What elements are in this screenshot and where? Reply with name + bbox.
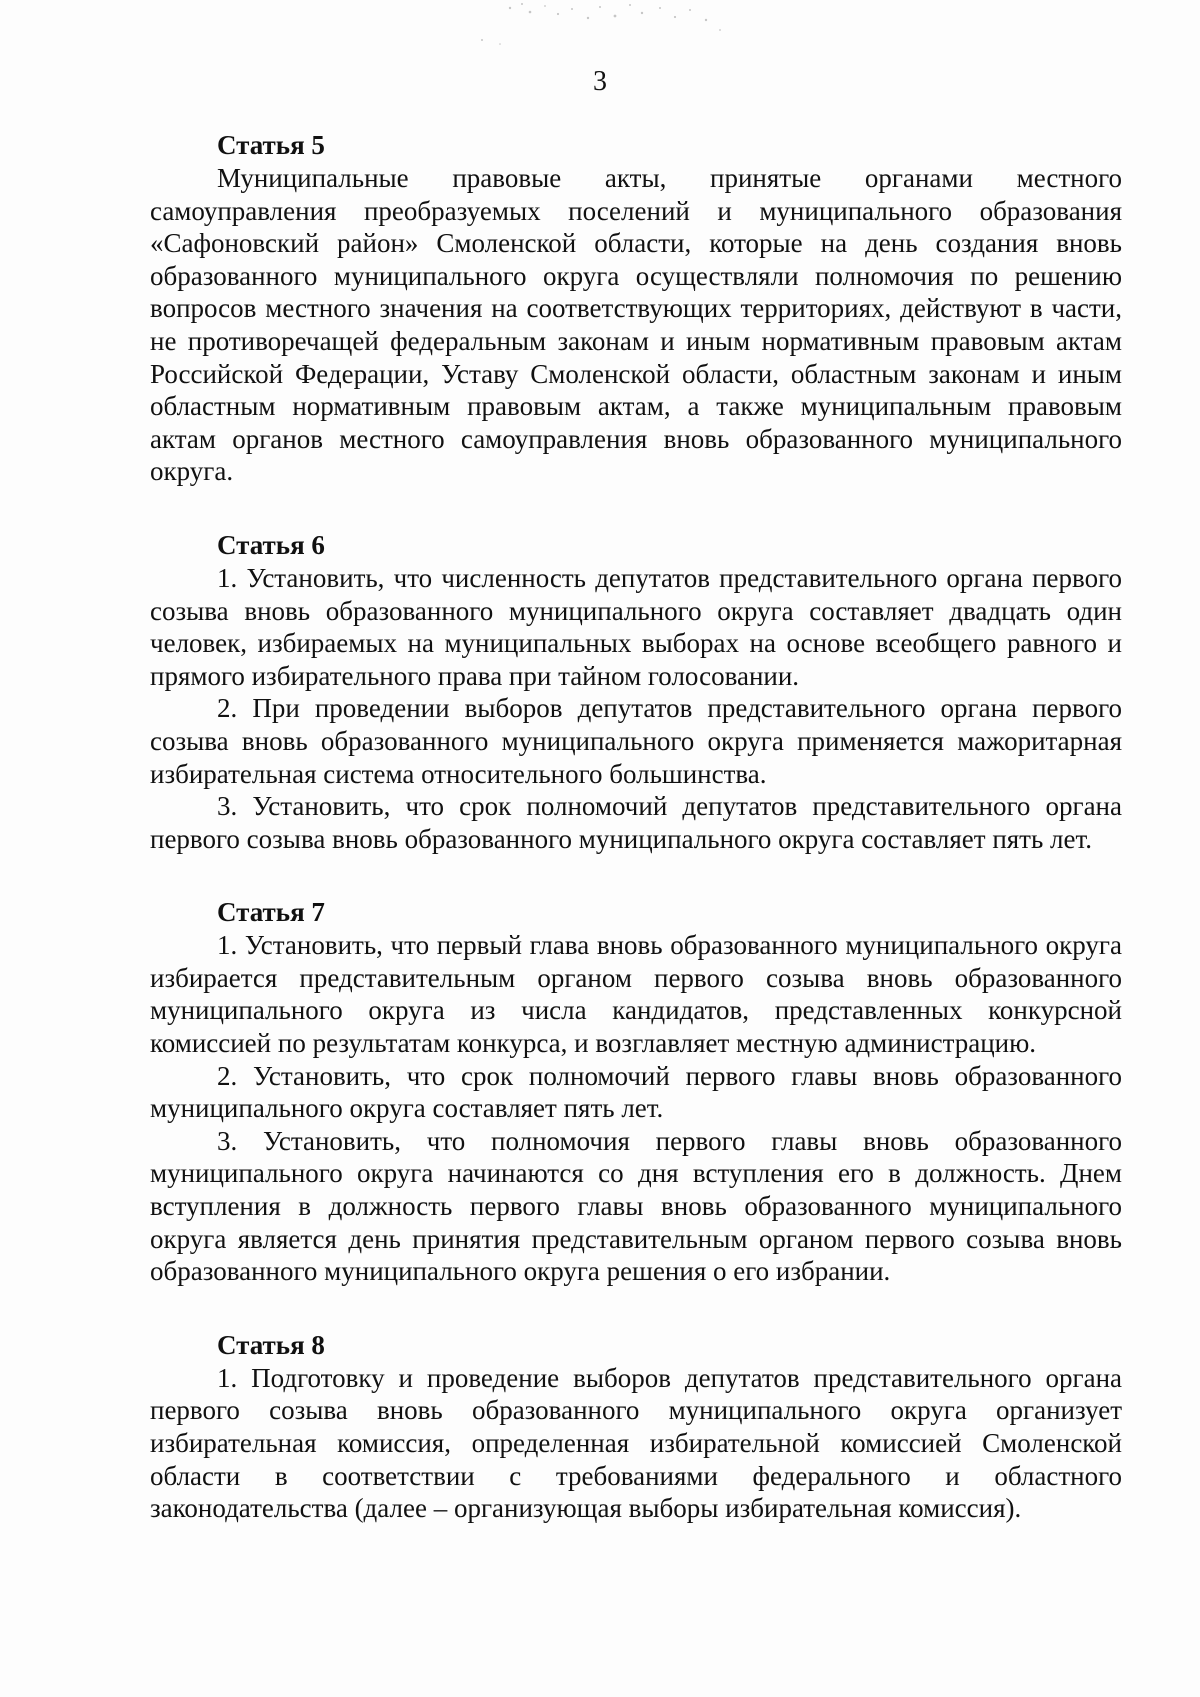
article-title: Статья 8 [217,1329,325,1360]
article-paragraph: 1. Установить, что первый глава вновь образованного муниципального округа избирается представительным органом первого созыва вновь образованного муниципального округа из числа кандидатов, представленных конкурсной комиссией по результатам конкурса, и возглавляет местную администрацию. [150,930,1122,1059]
article-paragraph: 2. Установить, что срок полномочий первого главы вновь образованного муниципального округа составляет пять лет. [150,1060,1122,1124]
article-paragraph: 2. При проведении выборов депутатов представительного органа первого созыва вновь образованного муниципального округа применяется мажоритарная избирательная система относительного большинства. [150,693,1122,789]
article-6 [150,528,1122,855]
page-number: 3 [593,66,607,97]
article-paragraph: 3. Установить, что срок полномочий депутатов представительного органа первого созыва вновь образованного муниципального округа составляет пять лет. [150,791,1122,854]
article-7 [150,895,1122,1288]
scan-artifact [470,0,770,50]
article-8 [150,1328,1122,1525]
article-5 [150,128,1122,488]
document-body [150,128,1122,1565]
article-paragraph: 3. Установить, что полномочия первого главы вновь образованного муниципального округа начинаются со дня вступления его в должность. Днем вступления в должность первого главы вновь образованного муниципального округа является день принятия представительным органом первого созыва вновь образованного муниципального округа решения о его избрании. [150,1125,1122,1287]
article-title: Статья 5 [217,130,325,160]
article-title: Статья 7 [217,897,325,928]
article-paragraph: 1. Подготовку и проведение выборов депутатов представительного органа первого созыва вновь образованного муниципального округа организует избирательная комиссия, определенная избирательной комиссией Смоленской области в соответствии с требованиями федерального и областного законодательства (далее – организующая выборы избирательная комиссия). [150,1362,1122,1524]
article-title: Статья 6 [217,529,325,560]
article-paragraph: 1. Установить, что численность депутатов представительного органа первого созыва вновь образованного муниципального округа составляет двадцать один человек, избираемых на муниципальных выборах на основе всеобщего равного и прямого избирательного права при тайном голосовании. [150,562,1122,691]
article-paragraph: Муниципальные правовые акты, принятые органами местного самоуправления преобразуемых поселений и муниципального образования «Сафоновский район» Смоленской области, которые на день создания вновь образованного муниципального округа осуществляли полномочия по решению вопросов местного значения на соответствующих территориях, действуют в части, не противоречащей федеральным законам и иным нормативным правовым актам Российской Федерации, Уставу Смоленской области, областным законам и иным областным нормативным правовым актам, а также муниципальным правовым актам органов местного самоуправления вновь образованного муниципального округа. [150,163,1122,487]
